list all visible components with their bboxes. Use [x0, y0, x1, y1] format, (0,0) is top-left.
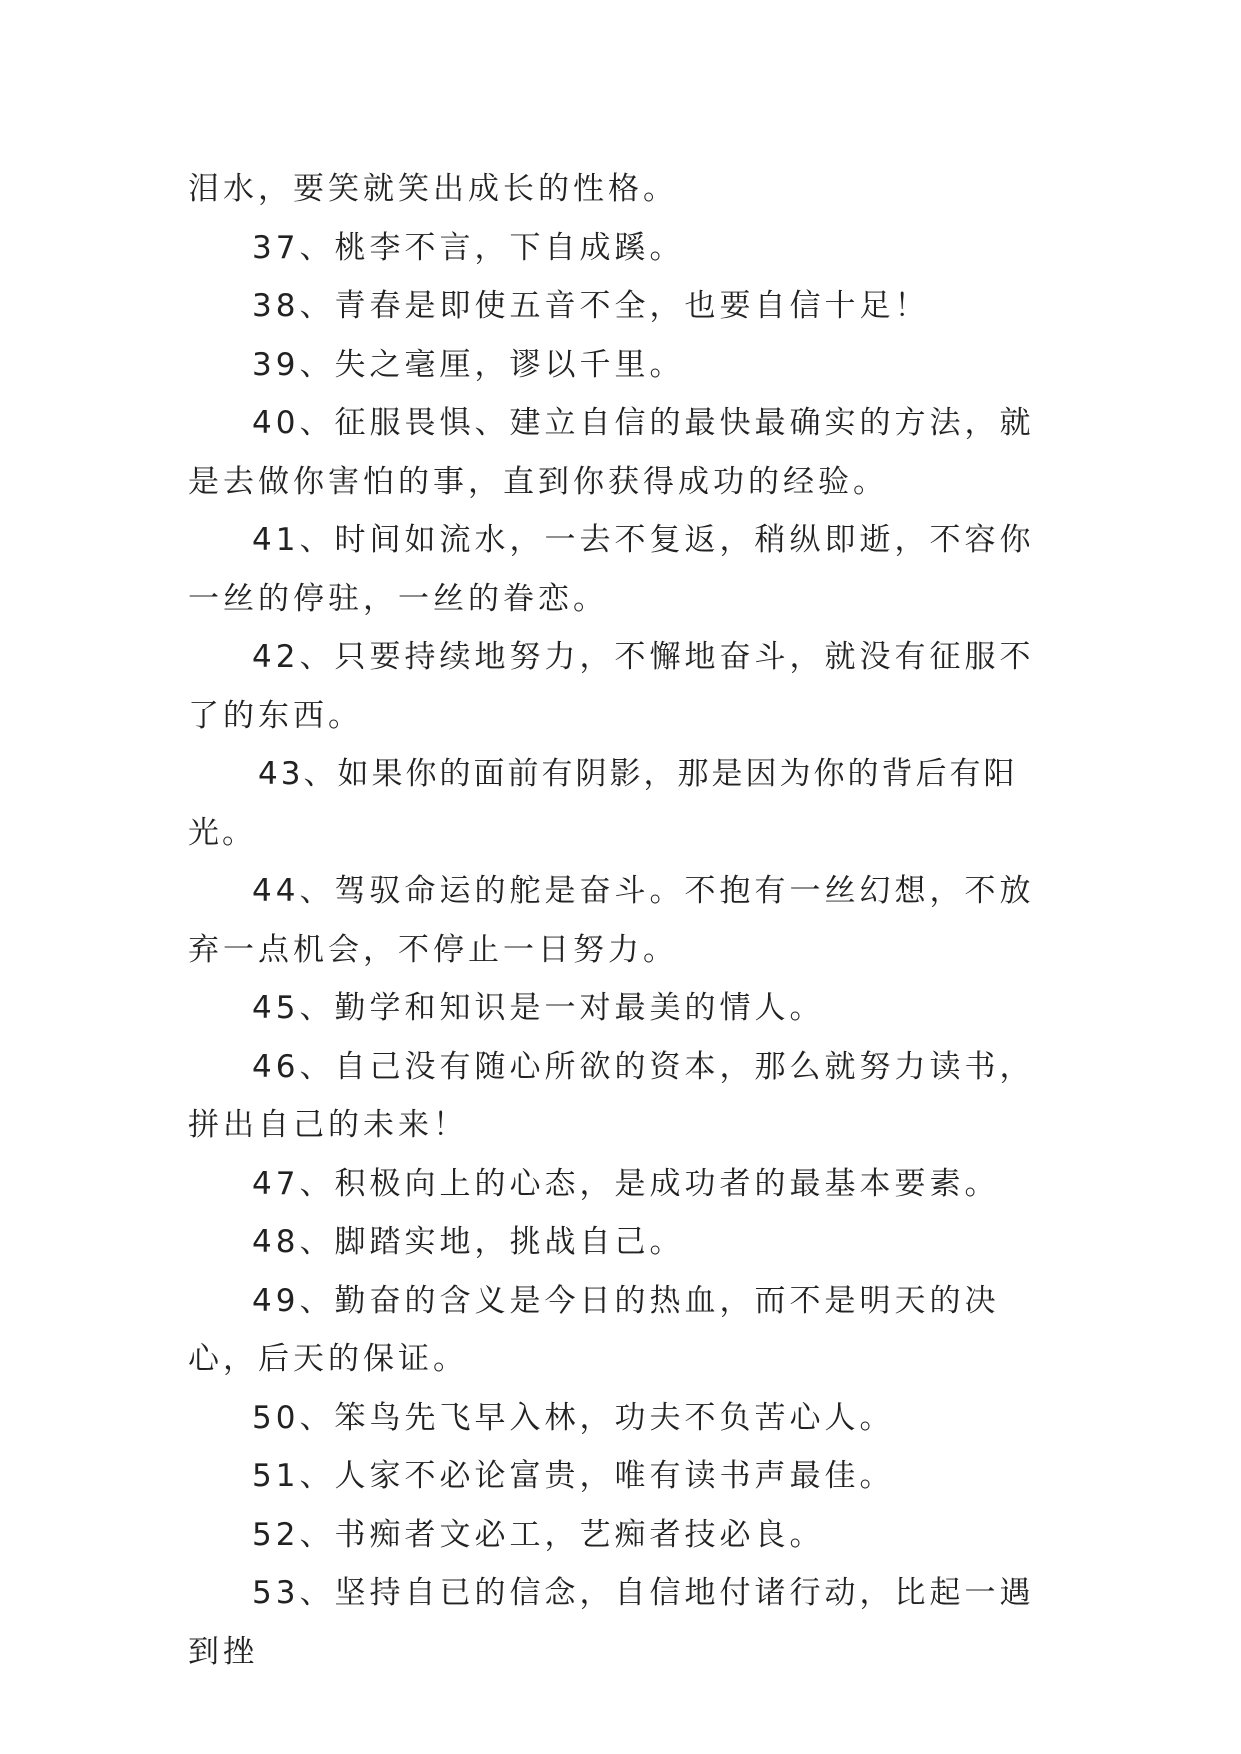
paragraph-47: 47、积极向上的心态，是成功者的最基本要素。: [252, 1165, 1000, 1202]
document-body: [188, 160, 1064, 1681]
paragraph-42: 42、只要持续地努力，不懈地奋斗，就没有征服不了的东西。: [188, 639, 1035, 734]
paragraph-39: 39、失之毫厘，谬以千里。: [252, 346, 685, 383]
paragraph-43: 43、如果你的面前有阴影，那是因为你的背后有阳光。: [188, 756, 1018, 851]
paragraph-46: 46、自己没有随心所欲的资本，那么就努力读书，拼出自己的未来！: [188, 1048, 1035, 1143]
paragraph-continuation: 泪水，要笑就笑出成长的性格。: [188, 171, 678, 207]
paragraph-51: 51、人家不必论富贵，唯有读书声最佳。: [252, 1458, 895, 1494]
paragraph-38: 38、青春是即使五音不全，也要自信十足！: [252, 288, 930, 324]
paragraph-48: 48、脚踏实地，挑战自己。: [252, 1224, 685, 1260]
paragraph-52: 52、书痴者文必工，艺痴者技必良。: [252, 1516, 825, 1553]
paragraph-45: 45、勤学和知识是一对最美的情人。: [252, 990, 825, 1026]
paragraph-50: 50、笨鸟先飞早入林，功夫不负苦心人。: [252, 1399, 895, 1436]
paragraph-37: 37、桃李不言，下自成蹊。: [252, 229, 685, 266]
paragraph-53: 53、坚持自已的信念，自信地付诸行动，比起一遇到挫: [188, 1575, 1035, 1670]
paragraph-40: 40、征服畏惧、建立自信的最快最确实的方法，就是去做你害怕的事，直到你获得成功的经验。: [188, 405, 1035, 500]
paragraph-44: 44、驾驭命运的舵是奋斗。不抱有一丝幻想，不放弃一点机会，不停止一日努力。: [188, 873, 1035, 968]
paragraph-41: 41、时间如流水，一去不复返，稍纵即逝，不容你一丝的停驻，一丝的眷恋。: [188, 522, 1035, 617]
paragraph-49: 49、勤奋的含义是今日的热血，而不是明天的决心，后天的保证。: [188, 1282, 1000, 1377]
